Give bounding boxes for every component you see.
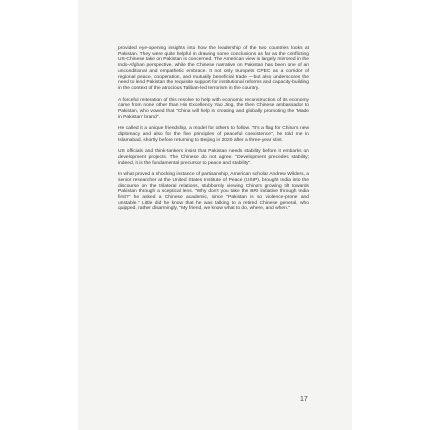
body-text [118, 46, 309, 218]
paragraph-1: provided eye-opening insights into how the leadership of the two countries looks at Pakistan. They were quite helpful in drawing some conclusions as far as the conflicting US-Chinese take on Pakistan is concerned. The American view is largely mirrored in the Indo-Afghan perspective, while the Chinese narrative on Pakistan has been one of an unconditional and empathetic embrace. It not only trumpets CPEC as a corridor of regional peace, cooperation, and mutually beneficial trade —but also underscores the need to lend Pakistan the requisite support for institutional reforms and capacity-building in the context of the atrocious Taliban-led terrorism in the country. [118, 46, 309, 92]
paragraph-5: In what proved a shocking instance of partisanship, American scholar Andrew Wilders, a senior researcher at the United States Institute of Peace (USIP), brought India into the discourse on the trilateral relations, stubbornly viewing China's growing tilt towards Pakistan through a sceptical lens. "Why don't you take the BRI initiative through India first?" he asked a Chinese academic, since "Pakistan is so violence-prone and unstable." Little did he know that he was talking to a retired Chinese general, who quipped, rather disarmingly, "My friend, we know what to do, where, and when." [118, 172, 309, 212]
page-number: 17 [300, 396, 308, 403]
paragraph-2: A forceful reiteration of this resolve to help with economic reconstruction of its economy came from none other than His Excellency Yao Jing, the then Chinese ambassador to Pakistan, who vowed that "China will help in creating and globally promoting the 'Made in Pakistan' brand". [118, 97, 309, 120]
paragraph-4: US officials and think-tankers insist that Pakistan needs stability before it embarks on development projects. The Chinese do not agree. "Development precedes stability; indeed, it is the fundamental precursor to peace and stability". [118, 149, 309, 166]
paragraph-3: He called it a unique friendship, a model for others to follow. "It's a flag for China's new diplomacy and also for the five principles of peaceful coexistence", he told me in Islamabad, shortly before returning to Beijing in 2020 after a three-year stint. [118, 126, 309, 143]
